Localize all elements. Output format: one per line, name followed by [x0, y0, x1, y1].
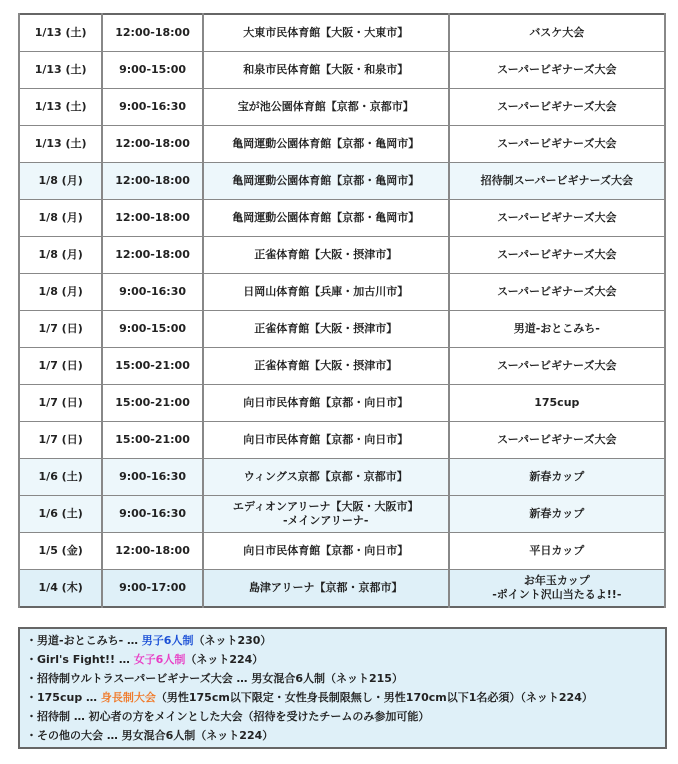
venue-cell [203, 14, 449, 52]
event-name[interactable]: スーパービギナーズ大会 [497, 285, 617, 298]
time-cell: 12:00-18:00 [102, 163, 203, 200]
venue-name: 宝が池公園体育館【京都・京都市】 [237, 100, 414, 113]
date-cell: 1/8 (月) [19, 200, 102, 237]
time-cell: 9:00-16:30 [102, 89, 203, 126]
time-cell: 15:00-21:00 [102, 385, 203, 422]
event-name[interactable]: 招待制スーパービギナーズ大会 [480, 174, 633, 187]
event-name[interactable]: 新春カップ [529, 470, 585, 483]
event-name[interactable]: バスケ大会 [529, 26, 585, 39]
venue-cell [203, 237, 449, 274]
date-cell: 1/13 (土) [19, 126, 102, 163]
venue-subname: -メインアリーナ- [282, 514, 369, 527]
time-cell: 12:00-18:00 [102, 200, 203, 237]
table-row [19, 422, 665, 459]
date-cell: 1/4 (木) [19, 570, 102, 608]
date-cell: 1/7 (日) [19, 311, 102, 348]
venue-name: エディオンアリーナ【大阪・大阪市】 [232, 500, 419, 513]
legend-text: ・男道-おとこみち- … [26, 634, 142, 647]
venue-name: 亀岡運動公園体育館【京都・亀岡市】 [232, 137, 420, 150]
event-cell [449, 385, 665, 422]
venue-cell [203, 496, 449, 533]
table-row [19, 311, 665, 348]
time-cell: 9:00-17:00 [102, 570, 203, 608]
date-cell: 1/5 (金) [19, 533, 102, 570]
venue-cell [203, 311, 449, 348]
legend-text: ・Girl's Fight!! … [26, 653, 134, 666]
event-cell [449, 570, 665, 608]
table-row [19, 14, 665, 52]
venue-cell [203, 422, 449, 459]
schedule-body [19, 14, 665, 607]
time-cell: 12:00-18:00 [102, 14, 203, 52]
table-row [19, 459, 665, 496]
table-row [19, 52, 665, 89]
venue-cell [203, 52, 449, 89]
event-cell [449, 126, 665, 163]
table-row [19, 496, 665, 533]
event-cell [449, 533, 665, 570]
event-name[interactable]: スーパービギナーズ大会 [497, 359, 617, 372]
table-row [19, 200, 665, 237]
venue-cell [203, 163, 449, 200]
venue-cell [203, 459, 449, 496]
legend-text: ・その他の大会 … 男女混合6人制（ネット224） [26, 729, 274, 742]
time-cell: 9:00-16:30 [102, 496, 203, 533]
venue-name: 正雀体育館【大阪・摂津市】 [254, 359, 398, 372]
event-name[interactable]: スーパービギナーズ大会 [497, 248, 617, 261]
event-cell [449, 274, 665, 311]
date-cell: 1/7 (日) [19, 348, 102, 385]
event-cell [449, 163, 665, 200]
time-cell: 15:00-21:00 [102, 422, 203, 459]
date-cell: 1/13 (土) [19, 52, 102, 89]
venue-name: 正雀体育館【大阪・摂津市】 [254, 322, 398, 335]
event-cell [449, 422, 665, 459]
venue-name: 向日市民体育館【京都・向日市】 [243, 544, 409, 557]
table-row [19, 274, 665, 311]
table-row [19, 126, 665, 163]
table-row [19, 348, 665, 385]
time-cell: 9:00-16:30 [102, 274, 203, 311]
schedule-table [18, 13, 666, 608]
venue-name: 日岡山体育館【兵庫・加古川市】 [243, 285, 409, 298]
event-name[interactable]: スーパービギナーズ大会 [497, 63, 617, 76]
legend-item [26, 669, 665, 688]
event-cell [449, 200, 665, 237]
event-name[interactable]: スーパービギナーズ大会 [497, 211, 617, 224]
venue-name: 向日市民体育館【京都・向日市】 [243, 396, 409, 409]
legend-box [18, 627, 667, 749]
venue-cell [203, 348, 449, 385]
event-name[interactable]: スーパービギナーズ大会 [497, 433, 617, 446]
time-cell: 9:00-15:00 [102, 311, 203, 348]
date-cell: 1/8 (月) [19, 274, 102, 311]
legend-item [26, 707, 665, 726]
venue-name: 向日市民体育館【京都・向日市】 [243, 433, 409, 446]
legend-highlight: 身長制大会 [100, 691, 156, 704]
time-cell: 9:00-16:30 [102, 459, 203, 496]
venue-name: ウィングス京都【京都・京都市】 [243, 470, 408, 483]
legend-text: ・招待制 … 初心者の方をメインとした大会（招待を受けたチームのみ参加可能） [26, 710, 430, 723]
legend-text-post: （ネット230） [193, 634, 272, 647]
table-row [19, 570, 665, 608]
date-cell: 1/6 (土) [19, 496, 102, 533]
date-cell: 1/7 (日) [19, 385, 102, 422]
venue-name: 島津アリーナ【京都・京都市】 [248, 581, 403, 594]
table-row [19, 385, 665, 422]
venue-name: 亀岡運動公園体育館【京都・亀岡市】 [232, 211, 420, 224]
venue-cell [203, 126, 449, 163]
date-cell: 1/8 (月) [19, 163, 102, 200]
legend-item [26, 650, 665, 669]
date-cell: 1/6 (土) [19, 459, 102, 496]
date-cell: 1/13 (土) [19, 89, 102, 126]
legend-highlight: 女子6人制 [133, 653, 186, 666]
venue-cell [203, 533, 449, 570]
legend-text-post: （男性175cm以下限定・女性身長制限無し・男性170cm以下1名必須）（ネット224） [155, 691, 593, 704]
event-cell [449, 311, 665, 348]
event-name[interactable]: 175cup [534, 396, 580, 409]
venue-cell [203, 200, 449, 237]
time-cell: 12:00-18:00 [102, 533, 203, 570]
table-row [19, 533, 665, 570]
venue-name: 正雀体育館【大阪・摂津市】 [254, 248, 398, 261]
date-cell: 1/13 (土) [19, 14, 102, 52]
event-cell [449, 348, 665, 385]
time-cell: 15:00-21:00 [102, 348, 203, 385]
table-row [19, 89, 665, 126]
event-subtitle: -ポイント沢山当たるよ!!- [492, 588, 622, 601]
event-cell [449, 52, 665, 89]
venue-cell [203, 385, 449, 422]
event-name[interactable]: スーパービギナーズ大会 [497, 100, 617, 113]
event-name[interactable]: 新春カップ [529, 507, 585, 520]
legend-item [26, 726, 665, 745]
event-name[interactable]: お年玉カップ [523, 574, 590, 587]
venue-name: 亀岡運動公園体育館【京都・亀岡市】 [232, 174, 420, 187]
legend-item [26, 631, 665, 650]
time-cell: 12:00-18:00 [102, 237, 203, 274]
venue-cell [203, 570, 449, 608]
legend-text-post: （ネット224） [185, 653, 264, 666]
event-name[interactable]: 男道-おとこみち- [513, 322, 600, 335]
venue-name: 和泉市民体育館【大阪・和泉市】 [243, 63, 409, 76]
event-cell [449, 237, 665, 274]
time-cell: 12:00-18:00 [102, 126, 203, 163]
event-cell [449, 14, 665, 52]
event-cell [449, 459, 665, 496]
table-row [19, 237, 665, 274]
venue-cell [203, 274, 449, 311]
legend-highlight: 男子6人制 [141, 634, 194, 647]
table-row [19, 163, 665, 200]
time-cell: 9:00-15:00 [102, 52, 203, 89]
legend-text: ・招待制ウルトラスーパービギナーズ大会 … 男女混合6人制（ネット215） [26, 672, 403, 685]
legend-item [26, 688, 665, 707]
venue-name: 大東市民体育館【大阪・大東市】 [243, 26, 409, 39]
legend-text: ・175cup … [26, 691, 101, 704]
event-cell [449, 89, 665, 126]
date-cell: 1/8 (月) [19, 237, 102, 274]
event-name[interactable]: スーパービギナーズ大会 [497, 137, 617, 150]
event-cell [449, 496, 665, 533]
venue-cell [203, 89, 449, 126]
event-name[interactable]: 平日カップ [529, 544, 585, 557]
date-cell: 1/7 (日) [19, 422, 102, 459]
